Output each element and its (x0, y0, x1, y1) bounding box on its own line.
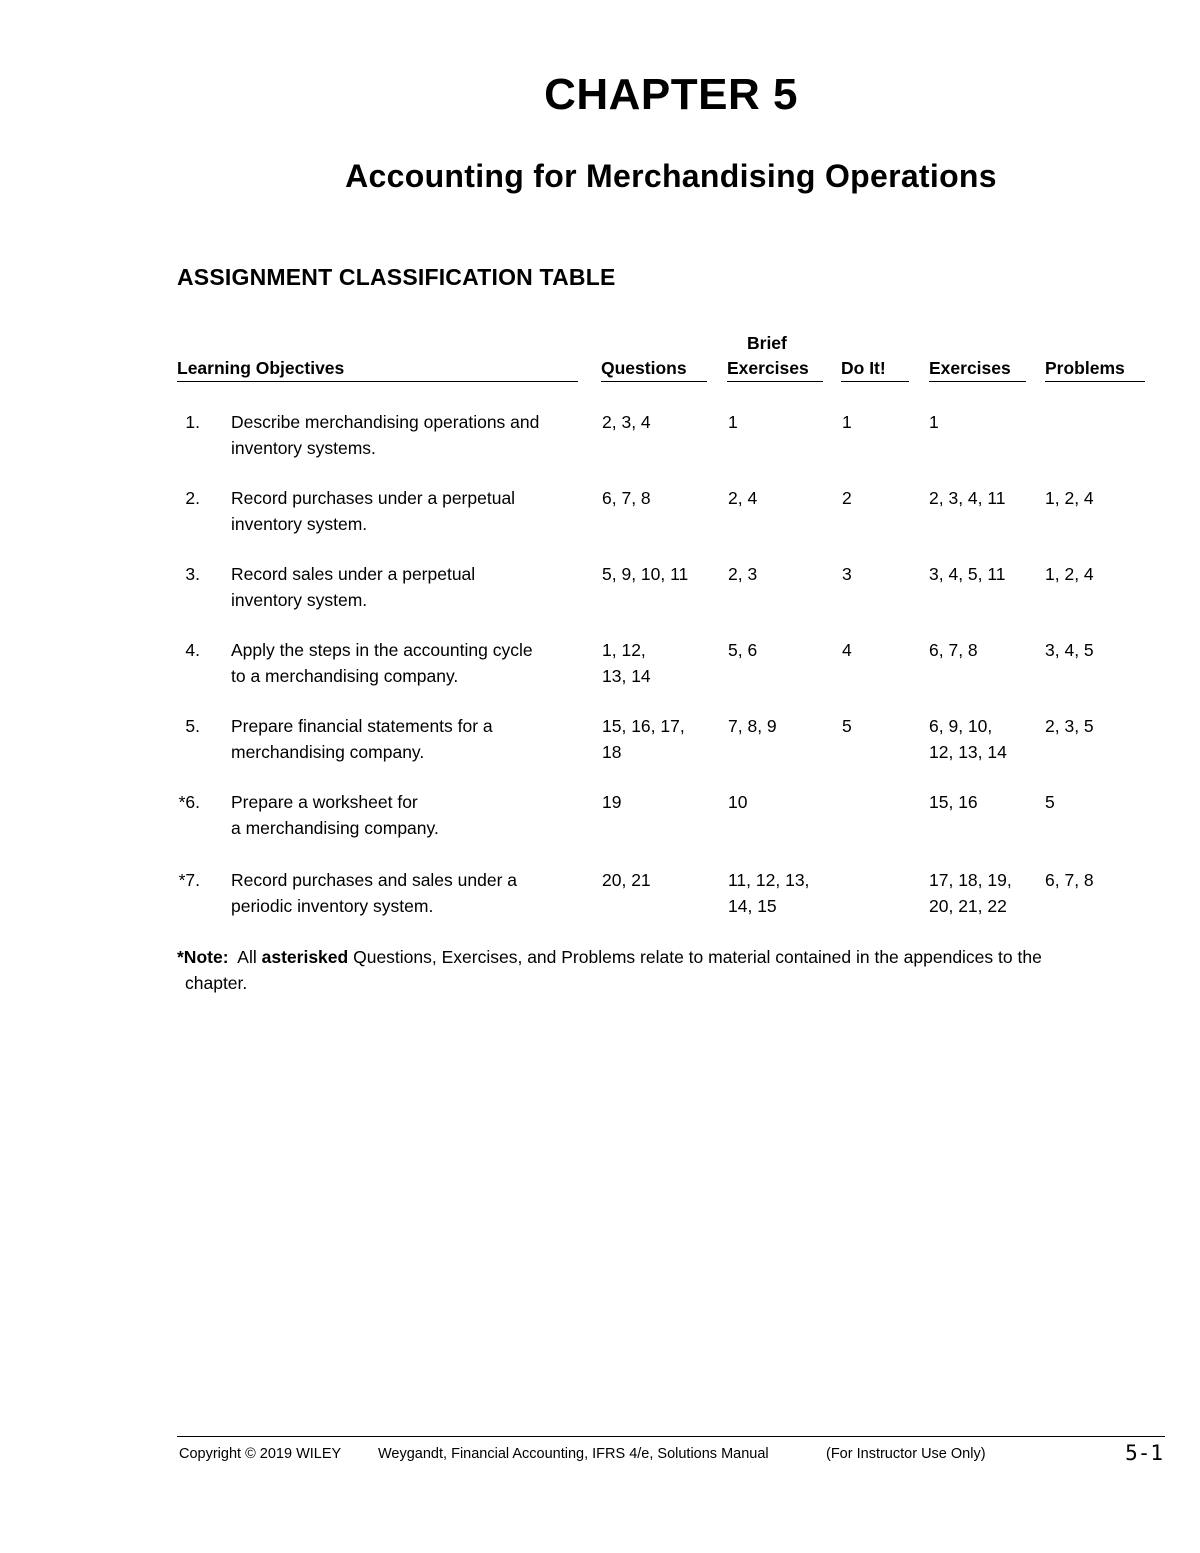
note-label: *Note: (177, 947, 229, 967)
column-header-do-it (841, 358, 909, 382)
row-problems: 1, 2, 4 (1045, 564, 1094, 584)
row-exercises: 17, 18, 19, 20, 21, 22 (929, 870, 1012, 916)
row-problems: 5 (1045, 792, 1055, 812)
row-do-it: 5 (842, 716, 852, 736)
row-objective: Record purchases under a perpetual inventory system. (231, 488, 516, 534)
header-underline (841, 381, 909, 382)
footer-divider (177, 1436, 1165, 1437)
row-do-it: 2 (842, 488, 852, 508)
header-underline (601, 381, 707, 382)
row-exercises: 6, 9, 10, 12, 13, 14 (929, 716, 1007, 762)
column-header-problems (1045, 358, 1145, 382)
row-brief-exercises: 11, 12, 13, 14, 15 (728, 870, 810, 916)
row-exercises: 6, 7, 8 (929, 640, 978, 660)
row-number: 2. (185, 488, 200, 508)
footer-book-title: Weygandt, Financial Accounting, IFRS 4/e, Solutions Manual (378, 1446, 769, 1462)
row-brief-exercises: 1 (728, 412, 738, 432)
chapter-subtitle: Accounting for Merchandising Operations (345, 158, 997, 194)
column-header-questions-label: Questions (601, 358, 687, 378)
header-underline (727, 381, 823, 382)
row-exercises: 2, 3, 4, 11 (929, 488, 1006, 508)
row-objective: Apply the steps in the accounting cycle to a merchandising company. (231, 640, 533, 686)
note-all: All (237, 947, 257, 967)
row-do-it: 4 (842, 640, 852, 660)
table-heading: ASSIGNMENT CLASSIFICATION TABLE (177, 264, 616, 290)
footer-copyright: Copyright © 2019 WILEY (179, 1446, 342, 1462)
row-objective: Record purchases and sales under a periodic inventory system. (231, 870, 518, 916)
row-do-it: 1 (842, 412, 852, 432)
column-header-exercises-label: Exercises (929, 358, 1011, 378)
column-header-brief-exercises-label: Exercises (727, 358, 809, 378)
row-number: *6. (178, 792, 200, 812)
row-problems: 1, 2, 4 (1045, 488, 1094, 508)
row-number: 1. (185, 412, 200, 432)
row-objective: Prepare a worksheet for a merchandising company. (231, 792, 439, 838)
row-number: 4. (185, 640, 200, 660)
note-text: Questions, Exercises, and Problems relate to material contained in the appendices to the (353, 947, 1042, 967)
note-continuation: chapter. (185, 973, 248, 993)
column-header-do-it-label: Do It! (841, 358, 886, 378)
row-questions: 6, 7, 8 (602, 488, 651, 508)
row-questions: 5, 9, 10, 11 (602, 564, 689, 584)
row-objective: Record sales under a perpetual inventory system. (231, 564, 476, 610)
page-number: 5-1 (1125, 1441, 1163, 1465)
chapter-title: CHAPTER 5 (544, 70, 798, 119)
header-underline (929, 381, 1026, 382)
column-header-objectives-label: Learning Objectives (177, 358, 345, 378)
row-number: 5. (185, 716, 200, 736)
row-do-it: 3 (842, 564, 852, 584)
row-questions: 15, 16, 17, 18 (602, 716, 685, 762)
row-problems: 6, 7, 8 (1045, 870, 1094, 890)
row-brief-exercises: 7, 8, 9 (728, 716, 777, 736)
footer-usage-note: (For Instructor Use Only) (826, 1446, 986, 1462)
row-brief-exercises: 5, 6 (728, 640, 758, 660)
header-underline (177, 381, 578, 382)
header-underline (1045, 381, 1145, 382)
row-objective: Describe merchandising operations and inventory systems. (231, 412, 540, 458)
row-problems: 3, 4, 5 (1045, 640, 1094, 660)
column-header-problems-label: Problems (1045, 358, 1125, 378)
row-exercises: 1 (929, 412, 939, 432)
row-number: 3. (185, 564, 200, 584)
note-emphasis: asterisked (261, 947, 349, 967)
row-questions: 1, 12, 13, 14 (602, 640, 651, 686)
column-header-objectives (177, 358, 578, 382)
row-brief-exercises: 10 (728, 792, 748, 812)
row-questions: 2, 3, 4 (602, 412, 651, 432)
row-objective: Prepare financial statements for a merchandising company. (231, 716, 493, 762)
asterisk-note (177, 944, 1165, 996)
column-header-questions (601, 358, 707, 382)
column-header-exercises (929, 358, 1026, 382)
row-exercises: 15, 16 (929, 792, 978, 812)
row-brief-exercises: 2, 3 (728, 564, 758, 584)
row-brief-exercises: 2, 4 (728, 488, 758, 508)
row-number: *7. (178, 870, 200, 890)
row-questions: 20, 21 (602, 870, 651, 890)
column-header-brief-top: Brief (747, 333, 787, 353)
row-exercises: 3, 4, 5, 11 (929, 564, 1006, 584)
row-questions: 19 (602, 792, 622, 812)
row-problems: 2, 3, 5 (1045, 716, 1094, 736)
column-header-brief-exercises (727, 358, 823, 382)
